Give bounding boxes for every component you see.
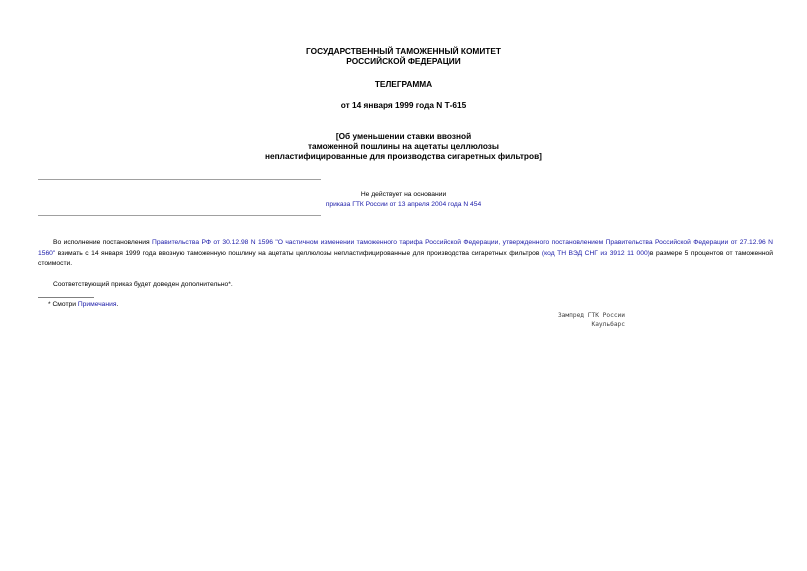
- subject-line-1: [Об уменьшении ставки ввозной: [335, 131, 472, 141]
- signature-position: Зампред ГТК России: [557, 312, 625, 319]
- committee-name-line1: ГОСУДАРСТВЕННЫЙ ТАМОЖЕННЫЙ КОМИТЕТ: [306, 46, 501, 56]
- document-type-block: [0, 79, 807, 89]
- document-date-block: [0, 100, 807, 110]
- status-rule-top: [38, 179, 321, 180]
- document-subject: [0, 131, 807, 161]
- status-note-text: Не действует на основании: [360, 191, 447, 198]
- body-paragraph-1: [38, 238, 773, 270]
- signature-block: [480, 311, 625, 329]
- footnote-notes-link[interactable]: Примечания: [77, 301, 117, 308]
- government-decree-link[interactable]: Правительства РФ от 30.12.98 N 1596 "О частичном изменении таможенного тарифа Российской Федерации, утвержденного постановлением Правительства Российской Федерации от 27.12.96 N 1560": [38, 239, 774, 257]
- paragraph-1-suffix: в размере 5 процентов от таможенной стоимости.: [38, 249, 774, 267]
- customs-code-link[interactable]: (код ТН ВЭД СНГ из 3912 11 000): [541, 249, 650, 257]
- status-note-link[interactable]: приказа ГТК России от 13 апреля 2004 года N 454: [325, 201, 482, 208]
- footnote-rule: [38, 297, 94, 298]
- paragraph-1-middle: взимать с 14 января 1999 года ввозную таможенную пошлину на ацетаты целлюлозы непластифицированные для производства сигаретных фильтров: [55, 249, 542, 257]
- status-note: [0, 190, 807, 210]
- subject-line-3: непластифицированные для производства сигаретных фильтров]: [265, 151, 542, 161]
- signature-name: Каульбарс: [591, 321, 625, 328]
- footnote-prefix: * Смотри: [48, 301, 78, 308]
- footnote-suffix: .: [116, 301, 119, 308]
- body-paragraph-2: [38, 280, 773, 291]
- document-type: ТЕЛЕГРАММА: [374, 79, 433, 89]
- document-date-number: от 14 января 1999 года N Т-615: [340, 100, 467, 110]
- paragraph-2-text: Соответствующий приказ будет доведен дополнительно*.: [53, 281, 233, 288]
- subject-line-2: таможенной пошлины на ацетаты целлюлозы: [307, 141, 500, 151]
- footnote: [48, 301, 118, 308]
- committee-name-line2: РОССИЙСКОЙ ФЕДЕРАЦИИ: [346, 56, 461, 66]
- status-rule-bottom: [38, 215, 321, 216]
- paragraph-1-prefix: Во исполнение постановления: [53, 239, 153, 246]
- document-header: [0, 46, 807, 66]
